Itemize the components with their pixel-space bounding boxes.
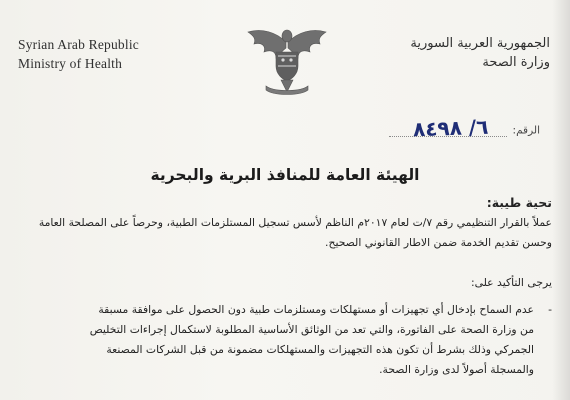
paragraph-1-line-2: وحسن تقديم الخدمة ضمن الاطار القانوني الصحيح. xyxy=(325,236,552,249)
reference-label: الرقم: xyxy=(512,124,540,137)
header-english-line-2: Ministry of Health xyxy=(18,56,123,71)
paragraph-1 xyxy=(34,213,552,253)
bullet-item xyxy=(30,300,552,380)
header-arabic-line-2: وزارة الصحة xyxy=(482,55,550,70)
bullet-dash: - xyxy=(548,303,552,316)
subheading: يرجى التأكيد على: xyxy=(470,276,552,289)
bullet-line-1: عدم السماح بإدخال أي تجهيزات أو مستهلكات ومستلزمات طبية دون الحصول على موافقة مسبقة xyxy=(98,303,534,316)
bullet-line-2: من وزارة الصحة على الفاتورة، والتي تعد من الوثائق الأساسية المطلوبة لاستكمال إجراءات التخليص xyxy=(89,323,534,336)
document-title: الهيئة العامة للمنافذ البرية والبحرية xyxy=(150,166,420,184)
bullet-line-3: الجمركي وذلك بشرط أن تكون هذه التجهيزات والمستهلكات مضمونة من قبل الشركات المصنعة xyxy=(106,343,534,356)
header-arabic-line-1: الجمهورية العربية السورية xyxy=(410,36,550,51)
greeting: تحية طيبة: xyxy=(486,195,552,210)
header-english-line-1: Syrian Arab Republic xyxy=(18,37,139,52)
eagle-emblem-icon xyxy=(242,22,332,100)
paragraph-1-line-1: عملاً بالقرار التنظيمي رقم ٧/ت لعام ٢٠١٧م الناظم لأسس تسجيل المستلزمات الطبية، وحرصاً على المصلحة العامة xyxy=(38,216,552,229)
reference-number-handwritten: ٦/ ٨٤٩٨ xyxy=(412,114,489,142)
bullet-line-4: والمسجلة أصولاً لدى وزارة الصحة. xyxy=(379,363,534,376)
page-edge-shadow xyxy=(552,0,570,400)
